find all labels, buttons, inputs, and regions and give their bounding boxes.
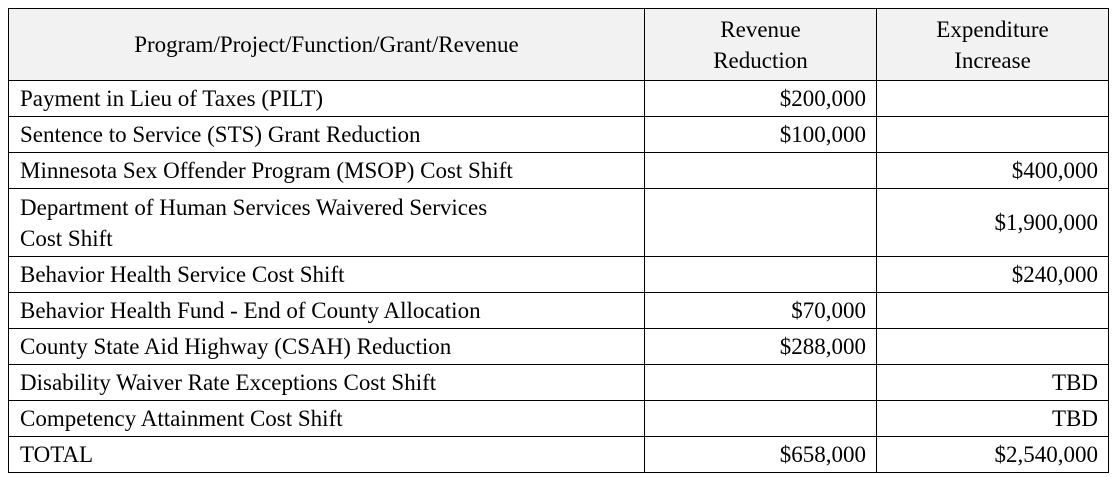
table-row	[9, 293, 1109, 329]
table-header-row	[9, 9, 1109, 81]
program-cell-line2: Cost Shift	[20, 225, 113, 251]
revenue-reduction-cell	[645, 257, 877, 293]
table-row	[9, 117, 1109, 153]
header-expenditure-line1: Expenditure	[936, 16, 1049, 42]
table-row	[9, 401, 1109, 437]
expenditure-increase-cell	[877, 329, 1109, 365]
program-cell: Behavior Health Service Cost Shift	[9, 257, 645, 293]
expenditure-increase-cell	[877, 117, 1109, 153]
revenue-reduction-cell	[645, 189, 877, 257]
total-revenue-reduction-cell: $658,000	[645, 437, 877, 473]
program-cell: Competency Attainment Cost Shift	[9, 401, 645, 437]
header-expenditure-line2: Increase	[954, 47, 1031, 73]
expenditure-increase-cell	[877, 81, 1109, 117]
header-revenue-line1: Revenue	[720, 16, 801, 42]
revenue-reduction-cell: $100,000	[645, 117, 877, 153]
program-cell: Payment in Lieu of Taxes (PILT)	[9, 81, 645, 117]
program-cell: Behavior Health Fund - End of County Allocation	[9, 293, 645, 329]
table-row	[9, 257, 1109, 293]
header-revenue-reduction	[645, 9, 877, 81]
revenue-reduction-cell	[645, 401, 877, 437]
table-total-row	[9, 437, 1109, 473]
revenue-reduction-cell: $200,000	[645, 81, 877, 117]
expenditure-increase-cell: $1,900,000	[877, 189, 1109, 257]
program-cell: Minnesota Sex Offender Program (MSOP) Cost Shift	[9, 153, 645, 189]
revenue-reduction-cell: $288,000	[645, 329, 877, 365]
expenditure-increase-cell: TBD	[877, 401, 1109, 437]
expenditure-increase-cell: TBD	[877, 365, 1109, 401]
header-revenue-line2: Reduction	[713, 47, 808, 73]
header-program-label: Program/Project/Function/Grant/Revenue	[134, 32, 519, 57]
header-program	[9, 9, 645, 81]
program-cell: Disability Waiver Rate Exceptions Cost Shift	[9, 365, 645, 401]
document-page	[8, 8, 1109, 473]
table-row	[9, 365, 1109, 401]
revenue-reduction-cell	[645, 153, 877, 189]
program-cell-line1: Department of Human Services Waivered Services	[20, 194, 488, 220]
table-row	[9, 153, 1109, 189]
total-expenditure-increase-cell: $2,540,000	[877, 437, 1109, 473]
program-cell: County State Aid Highway (CSAH) Reduction	[9, 329, 645, 365]
table-row	[9, 81, 1109, 117]
expenditure-increase-cell: $400,000	[877, 153, 1109, 189]
expenditure-increase-cell: $240,000	[877, 257, 1109, 293]
table-row	[9, 329, 1109, 365]
program-cell	[9, 189, 645, 257]
revenue-reduction-cell	[645, 365, 877, 401]
cost-shift-table	[8, 8, 1109, 473]
program-cell: Sentence to Service (STS) Grant Reduction	[9, 117, 645, 153]
header-expenditure-increase	[877, 9, 1109, 81]
table-row	[9, 189, 1109, 257]
expenditure-increase-cell	[877, 293, 1109, 329]
revenue-reduction-cell: $70,000	[645, 293, 877, 329]
total-label-cell: TOTAL	[9, 437, 645, 473]
